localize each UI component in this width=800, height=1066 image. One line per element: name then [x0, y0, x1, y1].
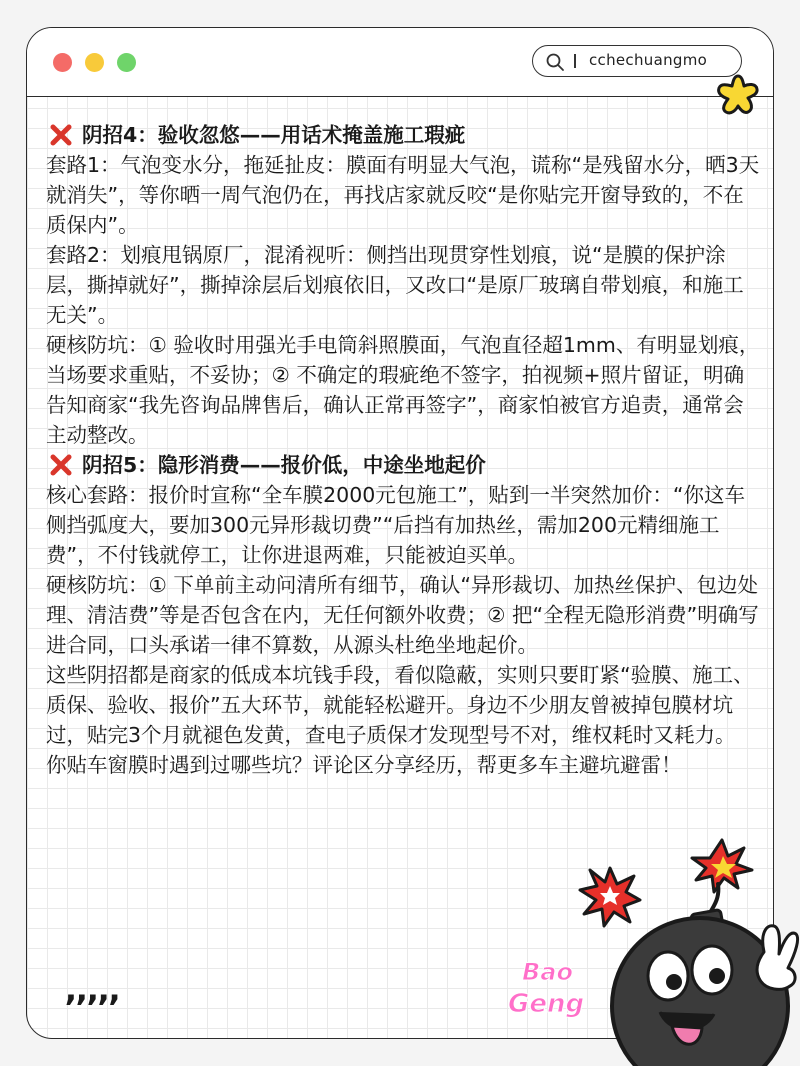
maximize-window-dot[interactable] [117, 53, 136, 72]
paragraph: 核心套路：报价时宣称“全车膜2000元包施工”，贴到一半突然加价：“你这车侧挡弧度大，要加300元异形裁切费”“后挡有加热丝，需加200元精细施工费”，不付钱就停工，让你进退两难，只能被迫买单。 [46, 483, 746, 567]
paragraph: 硬核防坑：① 验收时用强光手电筒斜照膜面，气泡直径超1mm、有明显划痕，当场要求重贴，不妥协；② 不确定的瑕疵绝不签字，拍视频+照片留证，明确告知商家“我先咨询品牌售后，确认正常再签字”，商家怕被官方追责，通常会主动整改。 [46, 333, 760, 447]
article-body [46, 120, 762, 780]
search-input[interactable]: cchechuangmo [589, 51, 708, 69]
red-x-icon [48, 122, 74, 148]
paragraph: 硬核防坑：① 下单前主动问清所有细节，确认“异形裁切、加热丝保护、包边处理、清洁费”等是否包含在内，无任何额外收费；② 把“全程无隐形消费”明确写进合同，口头承诺一律不算数，从源头杜绝坐地起价。 [46, 573, 759, 657]
section-heading-5 [46, 450, 762, 480]
window-titlebar [27, 28, 773, 97]
search-bar[interactable] [532, 45, 742, 77]
search-divider [574, 54, 576, 68]
minimize-window-dot[interactable] [85, 53, 104, 72]
section-heading-4 [46, 120, 762, 150]
close-window-dot[interactable] [53, 53, 72, 72]
search-icon [545, 52, 565, 72]
decorative-dots: ‚‚‚‚‚ [64, 970, 119, 1010]
red-x-icon [48, 452, 74, 478]
paragraph: 套路1：气泡变水分，拖延扯皮：膜面有明显大气泡，谎称“是残留水分，晒3天就消失”，等你晒一周气泡仍在，再找店家就反咬“是你贴完开窗导致的，不在质保内”。 [46, 153, 760, 237]
peace-hand-icon [757, 926, 798, 990]
heading-text: 阴招4：验收忽悠——用话术掩盖施工瑕疵 [82, 123, 466, 147]
yellow-star-sticker [714, 72, 762, 118]
heading-text: 阴招5：隐形消费——报价低，中途坐地起价 [82, 453, 486, 477]
paragraph: 这些阴招都是商家的低成本坑钱手段，看似隐蔽，实则只要盯紧“验膜、施工、质保、验收、报价”五大环节，就能轻松避开。身边不少朋友曾被掉包膜材坑过，贴完3个月就褪色发黄，查电子质保才发现型号不对，维权耗时又耗力。 [46, 663, 754, 747]
bomb-mascot [574, 836, 800, 1066]
paragraph: 你贴车窗膜时遇到过哪些坑？评论区分享经历，帮更多车主避坑避雷！ [46, 753, 682, 777]
explosion-burst [580, 868, 640, 926]
fuse-spark [692, 840, 752, 892]
svg-text:Geng: Geng [508, 989, 585, 1019]
paragraph: 套路2：划痕甩锅原厂，混淆视听：侧挡出现贯穿性划痕，说“是膜的保护涂层，撕掉就好”，撕掉涂层后划痕依旧，又改口“是原厂玻璃自带划痕，和施工无关”。 [46, 243, 744, 327]
svg-text:Bao: Bao [522, 958, 573, 986]
